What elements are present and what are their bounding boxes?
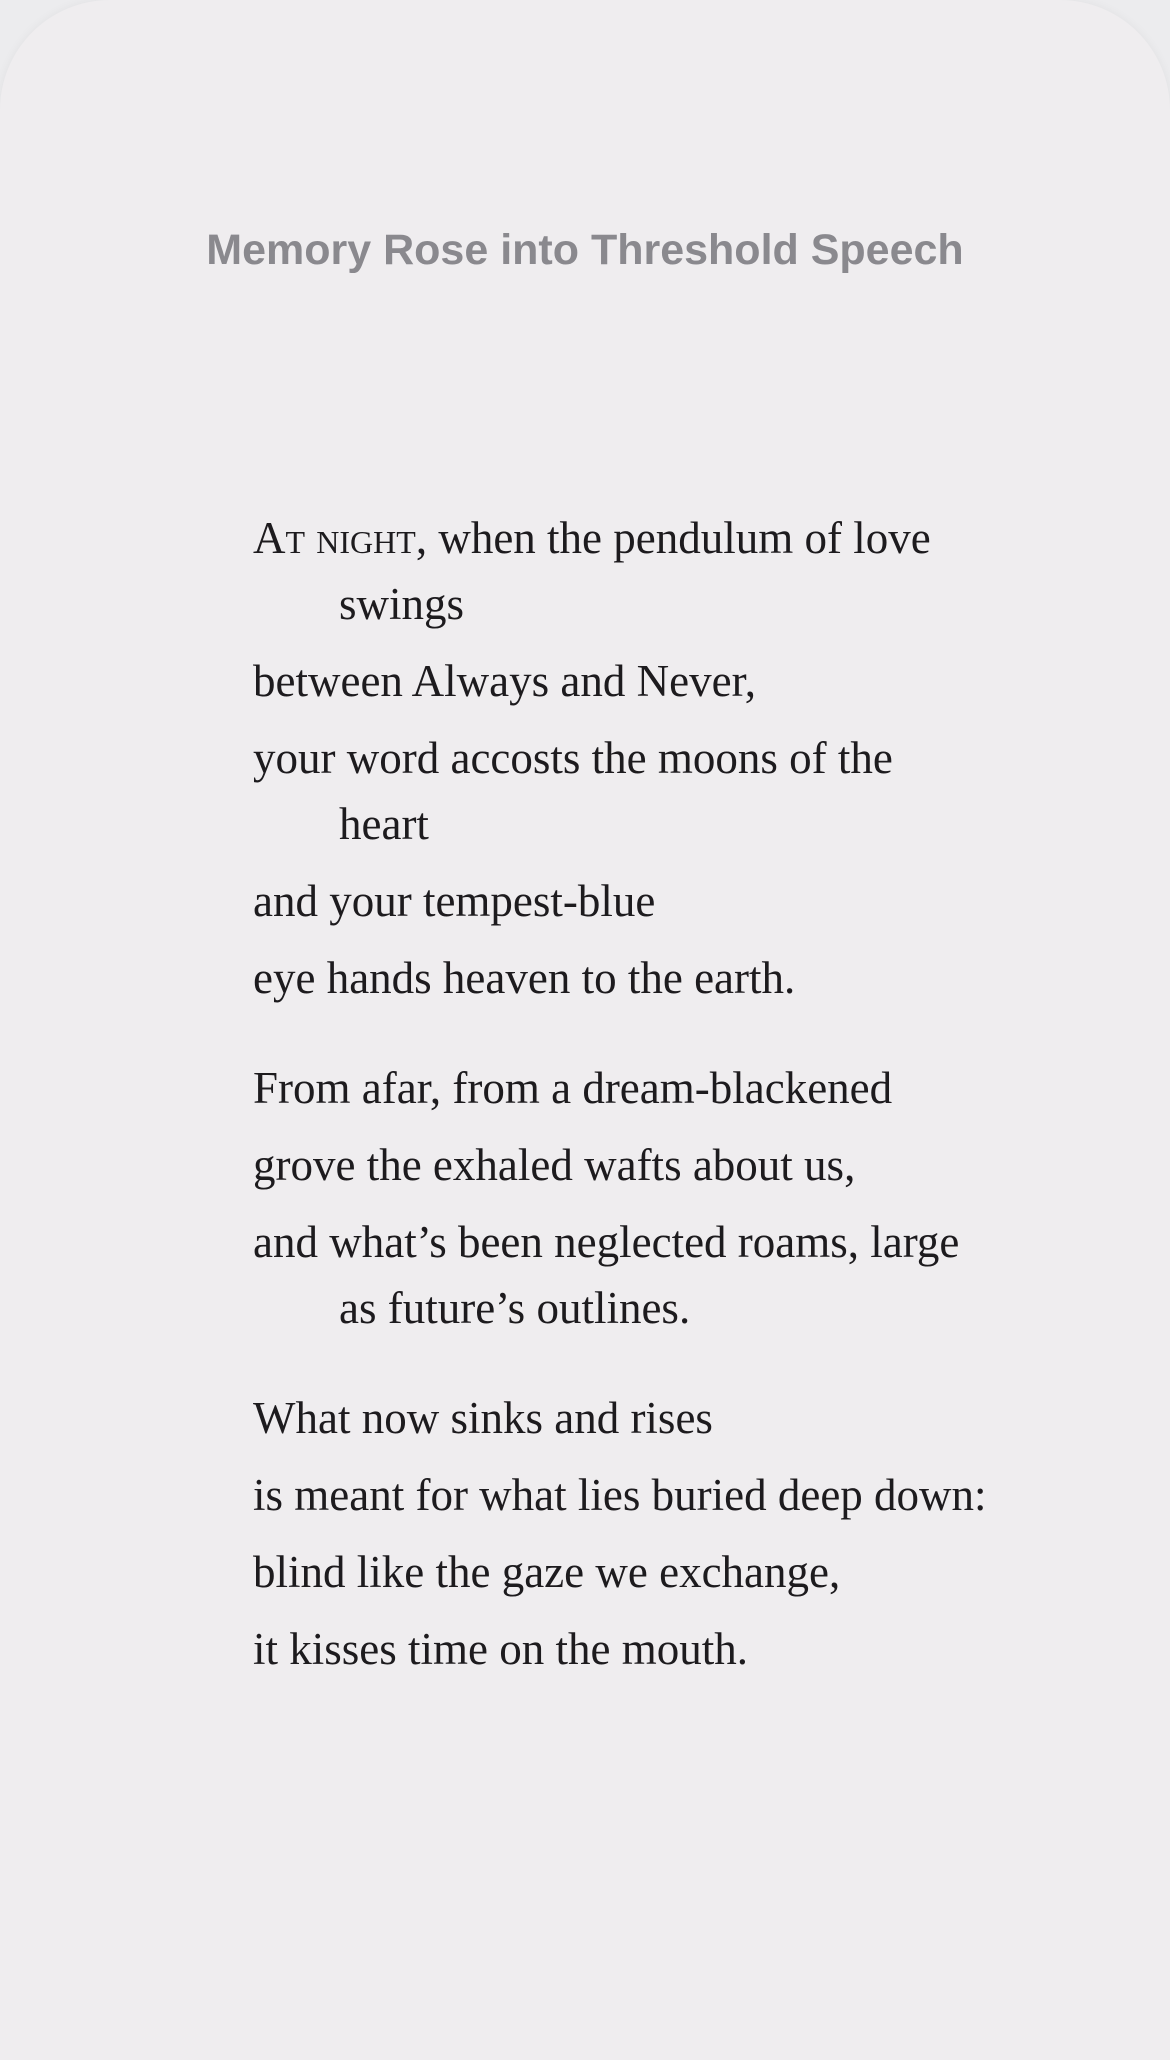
chapter-title: Memory Rose into Threshold Speech (206, 226, 964, 274)
poem-line: between Always and Never, (253, 656, 757, 706)
poem-body (253, 505, 993, 1726)
opening-smallcaps: At night (253, 513, 416, 563)
poem-line: blind like the gaze we exchange, (253, 1547, 841, 1597)
poem-line: What now sinks and rises (253, 1393, 713, 1443)
poem-line: eye hands heaven to the earth. (253, 953, 796, 1003)
stanza (253, 1055, 993, 1341)
poem-line (253, 505, 993, 637)
poem-line: is meant for what lies buried deep down: (253, 1470, 987, 1520)
stanza (253, 1385, 993, 1682)
poem-line: and your tempest-blue (253, 876, 656, 926)
poem-line: grove the exhaled wafts about us, (253, 1140, 856, 1190)
poem-line-text: , when the pendulum of love swings (339, 513, 931, 629)
poem-line: your word accosts the moons of the heart (253, 733, 893, 849)
poem-line: and what’s been neglected roams, large as future’s outlines. (253, 1217, 960, 1333)
poem-line: From afar, from a dream-blackened (253, 1063, 893, 1113)
stanza (253, 505, 993, 1011)
poem-line: it kisses time on the mouth. (253, 1624, 748, 1674)
